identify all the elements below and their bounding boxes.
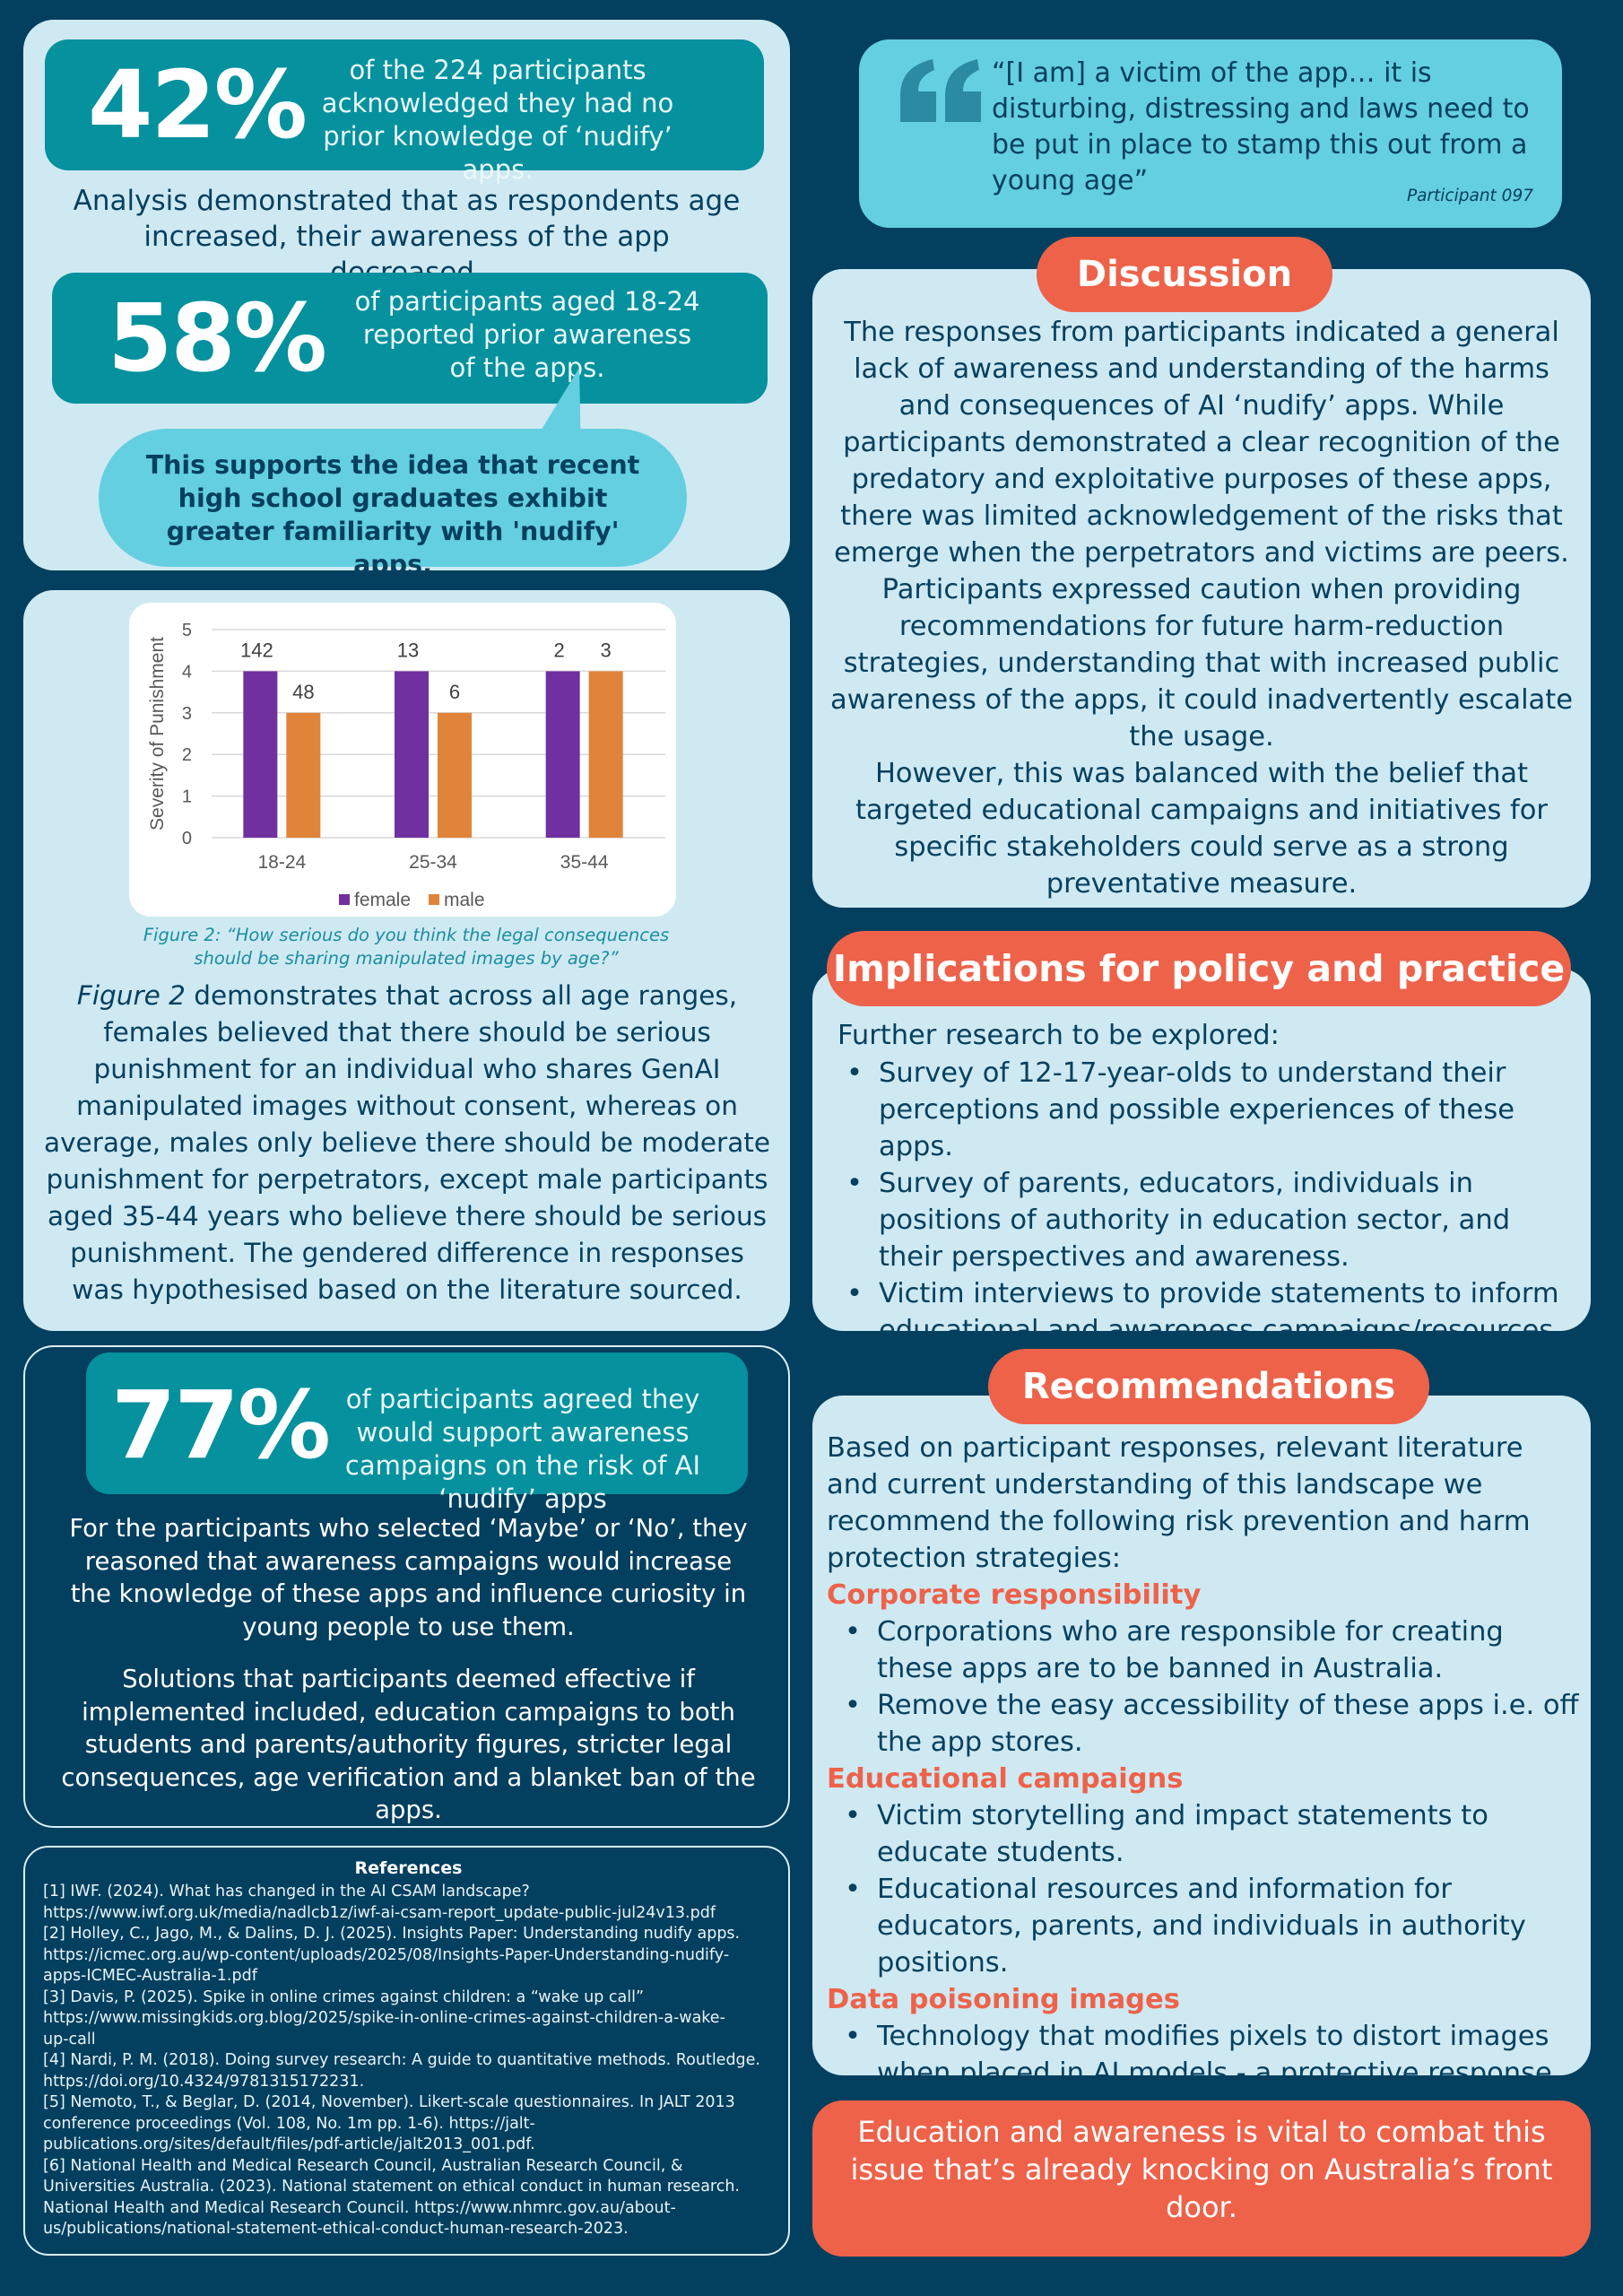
reference-line: conference proceedings (Vol. 108, No. 1m pp. 1-6). https://jalt- (43, 2114, 535, 2133)
x-tick-label: 25-34 (409, 852, 457, 873)
awareness-para-2: Solutions that participants deemed effective if implemented included, education campaigns to both students and parents/authority figures, stricter legal consequences, age verification and a blanket ban of the apps. (61, 1665, 756, 1824)
implications-item: • Survey of 12-17-year-olds to understand their perceptions and possible experiences of these apps. (829, 1055, 1582, 1165)
bar-female (243, 671, 277, 838)
legend-label: female (354, 890, 412, 910)
quote-attribution: Participant 097 (1406, 187, 1533, 205)
data-label: 13 (396, 639, 420, 662)
chart-card (129, 603, 676, 917)
y-tick-label: 3 (181, 703, 192, 724)
legend-label: male (444, 890, 485, 910)
y-tick-label: 0 (181, 829, 192, 848)
data-label: 3 (600, 639, 612, 662)
data-label: 2 (553, 639, 565, 662)
reference-line: https://www.iwf.org.uk/media/nadlcb1z/iwf-ai-csam-report_update-public-jul24v13.pdf (43, 1903, 716, 1922)
figure-body: demonstrates that across all age ranges, females believed that there should be serious punishment for an individual who shares GenAI manipulated images without consent, whereas on average, males only believe there should be moderate punishment for perpetrators, except male participants aged 35-44 years who believe there should be serious punishment. The gendered difference in responses was hypothesised based on the literature sourced. (44, 980, 770, 1305)
implications-list (829, 1055, 1582, 1349)
recommendation-list (827, 1613, 1580, 1761)
figure-description (43, 978, 771, 1309)
recommendation-list (827, 2018, 1580, 2092)
reference-line: [3] Davis, P. (2025). Spike in online crimes against children: a “wake up call” (43, 1987, 645, 2006)
analysis-text: Analysis demonstrated that as respondents age increased, their awareness of the app (73, 185, 741, 253)
data-label: 142 (239, 639, 273, 662)
y-tick-label: 1 (181, 787, 192, 807)
conclusion-box (812, 2100, 1591, 2257)
reference-line: [2] Holley, C., Jago, M., & Dalins, D. J. (2025). Insights Paper: Understanding nudify apps. (43, 1925, 741, 1943)
data-label: 48 (292, 680, 315, 703)
bar-male (286, 713, 320, 838)
implications-item: • Survey of parents, educators, individuals in positions of authority in education sector, and their perspectives and awareness. (829, 1165, 1582, 1275)
recommendation-item: • Technology that modifies pixels to distort images when placed in AI models - a protective response. (827, 2018, 1580, 2092)
reference-line: [6] National Health and Medical Research Council, Australian Research Council, & (43, 2156, 683, 2175)
recommendation-list (827, 1797, 1580, 1981)
reference-line: [4] Nardi, P. M. (2018). Doing survey research: A guide to quantitative methods. Routledge. (43, 2051, 760, 2069)
recommendation-section-title: Educational campaigns (827, 1763, 1184, 1795)
figure-panel (23, 590, 790, 1331)
discussion-para-1: The responses from participants indicated a general lack of awareness and understanding of the harms and consequences of AI ‘nudify’ apps. While participants demonstrated a clear recognition of the predatory and exploitative purposes of these apps, there was limited acknowledgement of the risks that emerge when the perpetrators and victims are peers. Participants expressed caution when providing recommendations for future harm-reduction strategies, understanding that with increased public awareness of the apps, it could inadvertently escalate the usage. (830, 317, 1573, 752)
stat-77-value: 77% (111, 1370, 329, 1480)
quote-text: “[I am] a victim of the app… it is disturbing, distressing and laws need to be put in place to stamp this out from a young age” (992, 57, 1530, 196)
bar-female (546, 671, 580, 838)
references-panel (23, 1846, 790, 2256)
bar-female (395, 671, 429, 838)
y-tick-label: 5 (181, 621, 192, 640)
quote-mark-icon (897, 59, 986, 124)
reference-line: [1] IWF. (2024). What has changed in the AI CSAM landscape? (43, 1883, 530, 1900)
stat-42-text: of the 224 participants acknowledged they had no prior knowledge of ‘nudify’ apps. (321, 55, 674, 185)
reference-line: up-call (43, 2030, 96, 2048)
y-tick-label: 4 (181, 662, 192, 683)
speech-bubble-text: This supports the idea that recent high school graduates exhibit greater familiarity with 'nudify' apps. (145, 450, 640, 579)
stat-box-58 (52, 273, 768, 404)
stat-box-77 (86, 1352, 748, 1514)
reference-line: [5] Nemoto, T., & Beglar, D. (2014, November). Likert-scale questionnaires. In JALT 2013 (43, 2093, 735, 2111)
y-axis-label: Severity of Punishment (147, 637, 168, 831)
quote-box (859, 39, 1562, 228)
data-label: 6 (448, 680, 461, 703)
recommendations-panel (812, 1396, 1591, 2089)
implications-item: • Victim interviews to provide statements to inform educational and awareness campaigns/resources. (829, 1275, 1582, 1349)
reference-line: Universities Australia. (2023). National statement on ethical conduct in human research. (43, 2178, 740, 2196)
legend-swatch-male (429, 894, 439, 905)
y-tick-label: 2 (181, 745, 192, 766)
recommendations-intro: Based on participant responses, relevant literature and current understanding of this landscape we recommend the following risk prevention and harm protection strategies: (827, 1432, 1531, 1574)
recommendations-sections (827, 1577, 1580, 2092)
conclusion-text: Education and awareness is vital to combat this issue that’s already knocking on Australia’s front door. (850, 2115, 1553, 2224)
awareness-para-1: For the participants who selected ‘Maybe’ or ‘No’, they reasoned that awareness campaigns would increase the knowledge of these apps and influence curiosity in young people to use them. (69, 1514, 748, 1641)
recommendation-item: • Victim storytelling and impact statements to educate students. (827, 1797, 1580, 1871)
implications-intro: Further research to be explored: (838, 1020, 1280, 1051)
discussion-para-2: However, this was balanced with the belief that targeted educational campaigns and initiatives for specific stakeholders could serve as a strong preventative measure. (855, 758, 1548, 900)
stats-panel (23, 20, 790, 579)
references-title: References (354, 1858, 463, 1878)
awareness-panel (23, 1345, 790, 1828)
reference-line: https://doi.org/10.4324/9781315172231. (43, 2072, 365, 2091)
reference-line: us/publications/national-statement-ethical-conduct-human-research-2023. (43, 2220, 629, 2238)
implications-panel (812, 969, 1591, 1346)
recommendation-section-title: Corporate responsibility (827, 1579, 1202, 1611)
stat-58-value: 58% (108, 283, 325, 393)
stat-58-text: of participants aged 18-24 reported prior awareness of the apps. (354, 286, 700, 383)
discussion-panel (812, 269, 1591, 908)
x-tick-label: 35-44 (560, 852, 609, 873)
reference-line: https://www.missingkids.org.blog/2025/spike-in-online-crimes-against-children-a-wake- (43, 2009, 725, 2027)
legend-swatch-female (339, 894, 350, 905)
recommendation-item: • Remove the easy accessibility of these apps i.e. off the app stores. (827, 1687, 1580, 1761)
bar-male (589, 671, 623, 838)
reference-line: https://icmec.org.au/wp-content/uploads/2025/08/Insights-Paper-Understanding-nudify- (43, 1945, 730, 1964)
stat-77-text: of participants agreed they would support awareness campaigns on the risk of AI ‘nudify’ apps (344, 1384, 701, 1514)
recommendation-section-title: Data poisoning images (827, 1984, 1180, 2015)
implications-heading: Implications for policy and practice (827, 931, 1571, 1006)
reference-line: publications.org/sites/default/files/pdf-article/jalt2013_001.pdf. (43, 2135, 535, 2153)
recommendation-item: • Educational resources and information for educators, parents, and individuals in authority positions. (827, 1871, 1580, 1981)
reference-line: apps-ICMEC-Australia-1.pdf (43, 1967, 257, 1985)
discussion-heading: Discussion (1037, 237, 1332, 312)
figure-caption: Figure 2: “How serious do you think the legal consequences should be sharing manipulated images by age?” (143, 925, 670, 969)
reference-line: National Health and Medical Research Council. https://www.nhmrc.gov.au/about- (43, 2198, 676, 2217)
speech-bubble (99, 429, 687, 579)
x-tick-label: 18-24 (257, 852, 307, 873)
stat-42-value: 42% (88, 50, 306, 160)
recommendations-heading: Recommendations (988, 1349, 1429, 1424)
bar-chart (129, 603, 676, 917)
recommendation-item: • Corporations who are responsible for creating these apps are to be banned in Australia. (827, 1613, 1580, 1687)
stat-box-42 (45, 39, 764, 185)
bar-male (438, 713, 472, 838)
references-list (43, 1882, 783, 2240)
figure-ref: Figure 2 (76, 980, 186, 1011)
